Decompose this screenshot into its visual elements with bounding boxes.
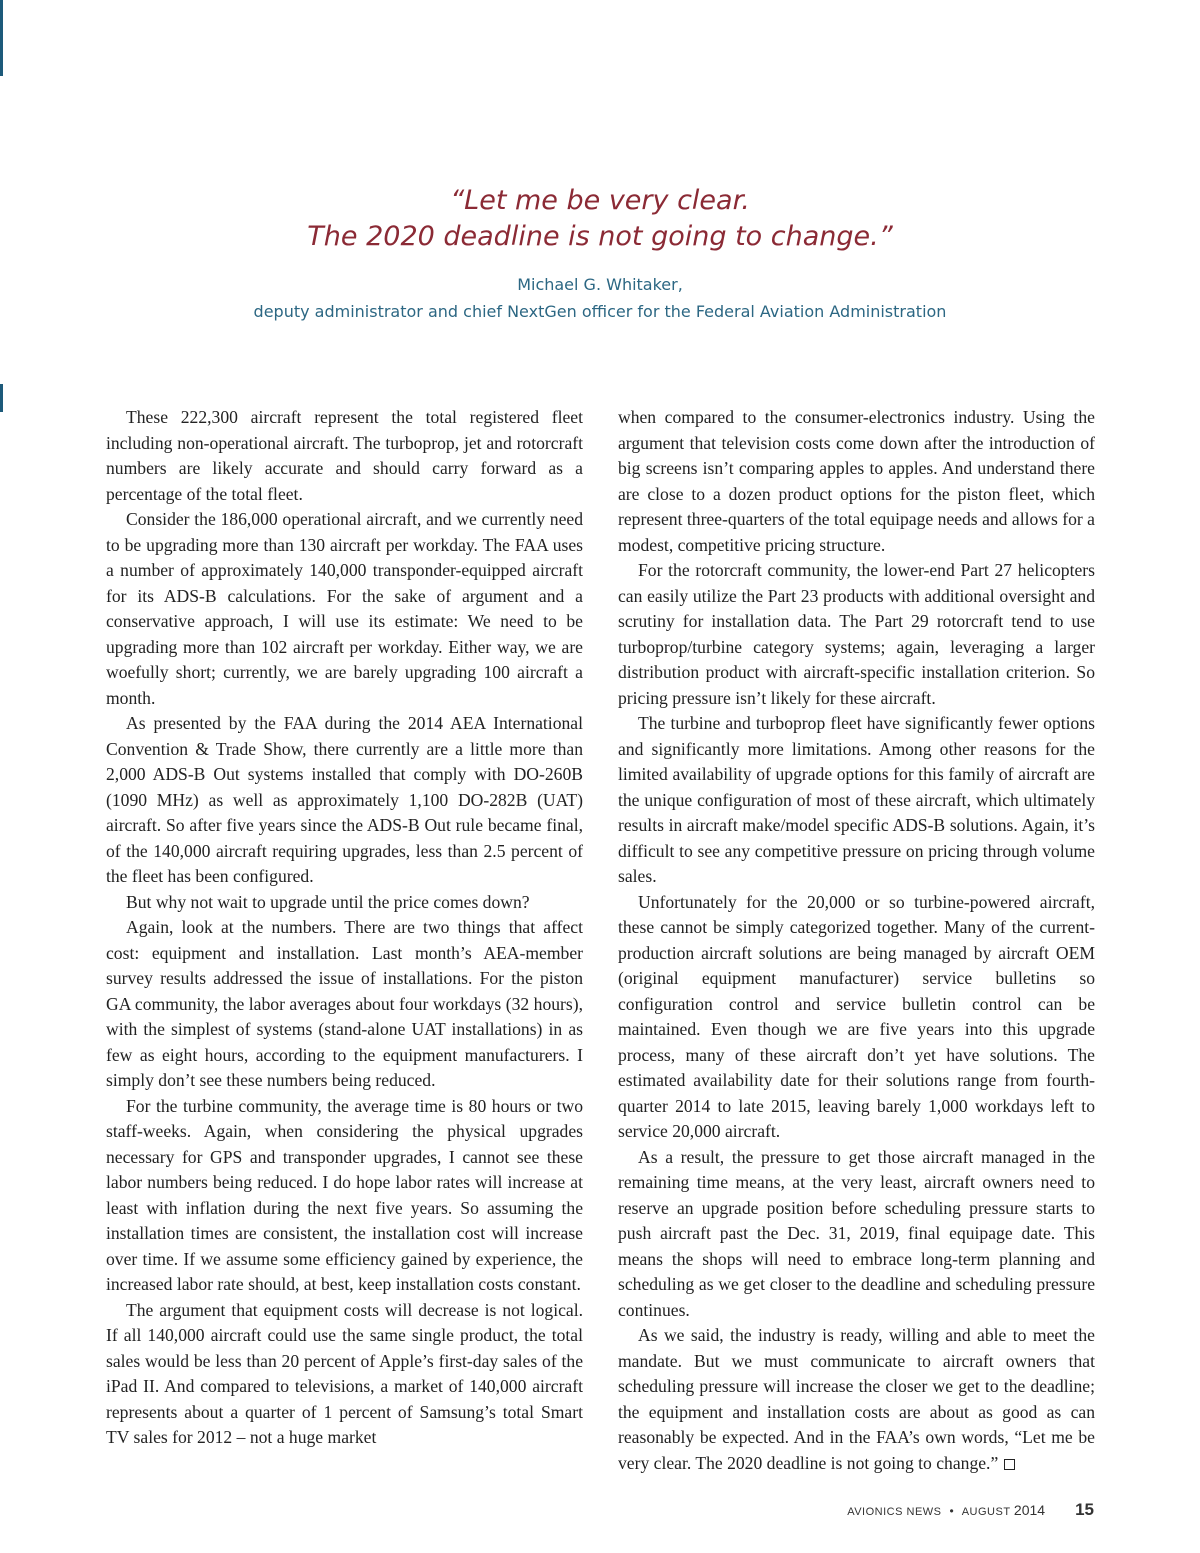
end-of-article-box-icon: [1004, 1459, 1015, 1470]
issue-year: 2014: [1013, 1502, 1046, 1518]
paragraph: The turbine and turboprop fleet have significantly fewer options and significantly more limitations. Among other reasons for the limited availability of upgrade options for this family of aircraft are the unique configuration of most of these aircraft, which ultimately results in aircraft make/model specific ADS-B solutions. Again, it’s difficult to see any competitive pressure on pricing through volume sales.: [618, 713, 1095, 886]
edge-accent-bar-middle: [0, 384, 3, 412]
article-left-column: [106, 405, 583, 1476]
final-paragraph: [618, 1323, 1095, 1476]
paragraph: For the rotorcraft community, the lower-end Part 27 helicopters can easily utilize the Part 23 products with additional oversight and scrutiny for installation data. The Part 29 rotorcraft tend to use turboprop/turbine category systems; again, leveraging a larger distribution product with aircraft-specific installation criterion. So pricing pressure isn’t likely for these aircraft.: [618, 560, 1095, 708]
paragraph: The argument that equipment costs will decrease is not logical. If all 140,000 aircraft could use the same single product, the total sales would be less than 20 percent of Apple’s first-day sales of the iPad II. And compared to televisions, a market of 140,000 aircraft represents about a quarter of 1 percent of Samsung’s total Smart TV sales for 2012 – not a huge market: [106, 1299, 583, 1447]
article-right-column: [618, 405, 1095, 1476]
paragraph: Again, look at the numbers. There are two things that affect cost: equipment and installation. Last month’s AEA-member survey results addressed the issue of installations. For the piston GA community, the labor averages about four workdays (32 hours), with the simplest of systems (stand-alone UAT installations) in as few as eight hours, according to the equipment manufacturers. I simply don’t see these numbers being reduced.: [106, 917, 583, 1090]
paragraph: For the turbine community, the average time is 80 hours or two staff-weeks. Again, when considering the physical upgrades necessary for GPS and transponder upgrades, I cannot see these labor numbers being reduced. I do hope labor rates will increase at least with inflation during the next five years. So assuming the installation times are consistent, the installation cost will increase over time. If we assume some efficiency gained by experience, the increased labor rate should, at best, keep installation costs constant.: [106, 1095, 583, 1294]
paragraph-continuation: when compared to the consumer-electronics industry. Using the argument that television costs come down after the introduction of big screens isn’t comparing apples to apples. And understand there are close to a dozen product options for the piston fleet, which represent three-quarters of the total equipage needs and allows for a modest, competitive pricing structure.: [618, 407, 1095, 555]
paragraph: As a result, the pressure to get those aircraft managed in the remaining time means, at the very least, aircraft owners need to reserve an upgrade position before scheduling pressure starts to push aircraft past the Dec. 31, 2019, final equipage date. This means the shops will need to embrace long-term planning and scheduling as we get closer to the deadline and scheduling pressure continues.: [618, 1146, 1095, 1320]
article-body: [106, 405, 1095, 1476]
pull-quote: [0, 183, 1200, 325]
pull-quote-line-2: The 2020 deadline is not going to change.”: [307, 221, 893, 252]
page-footer: [847, 1500, 1094, 1520]
paragraph: These 222,300 aircraft represent the total registered fleet including non-operational aircraft. The turboprop, jet and rotorcraft numbers are likely accurate and should carry forward as a percentage of the total fleet.: [106, 407, 583, 504]
pull-quote-attribution: [0, 271, 1200, 325]
paragraph: As presented by the FAA during the 2014 AEA International Convention & Trade Show, there currently are a little more than 2,000 ADS-B Out systems installed that comply with DO-260B (1090 MHz) as well as approximately 1,100 DO-282B (UAT) aircraft. So after five years since the ADS-B Out rule became final, of the 140,000 aircraft requiring upgrades, less than 2.5 percent of the fleet has been configured.: [106, 713, 583, 886]
attribution-title: deputy administrator and chief NextGen officer for the Federal Aviation Administration: [253, 302, 947, 321]
paragraph: Unfortunately for the 20,000 or so turbine-powered aircraft, these cannot be simply categorized together. Many of the current-production aircraft solutions are being managed by aircraft OEM (original equipment manufacturer) service bulletins so configuration control and service bulletin control can be maintained. Even though we are five years into this upgrade process, many of these aircraft don’t yet have solutions. The estimated availability date for their solutions range from fourth-quarter 2014 to late 2015, leaving barely 1,000 workdays left to service 20,000 aircraft.: [618, 891, 1095, 1141]
final-paragraph-text: As we said, the industry is ready, willing and able to meet the mandate. But we must communicate to aircraft owners that scheduling pressure will increase the closer we get to the deadline; the equipment and installation costs are about as good as can reasonably be expected. And in the FAA’s own words, “Let me be very clear. The 2020 deadline is not going to change.”: [618, 1325, 1095, 1473]
edge-accent-bar-top: [0, 0, 3, 76]
issue-month: AUGUST: [961, 1506, 1011, 1518]
paragraph: Consider the 186,000 operational aircraft, and we currently need to be upgrading more than 130 aircraft per workday. The FAA uses a number of approximately 140,000 transponder-equipped aircraft for its ADS-B calculations. For the sake of argument and a conservative approach, I will use its estimate: We need to be upgrading more than 102 aircraft per workday. Either way, we are woefully short; currently, we are barely upgrading 100 aircraft a month.: [106, 509, 583, 708]
attribution-name: Michael G. Whitaker,: [517, 275, 683, 294]
page-number: 15: [1075, 1500, 1094, 1519]
footer-separator: •: [949, 1504, 954, 1518]
paragraph: But why not wait to upgrade until the price comes down?: [126, 891, 530, 912]
issue-date: [962, 1502, 1045, 1518]
pull-quote-line-1: “Let me be very clear.: [450, 185, 750, 216]
publication-name: AVIONICS NEWS: [847, 1506, 942, 1518]
